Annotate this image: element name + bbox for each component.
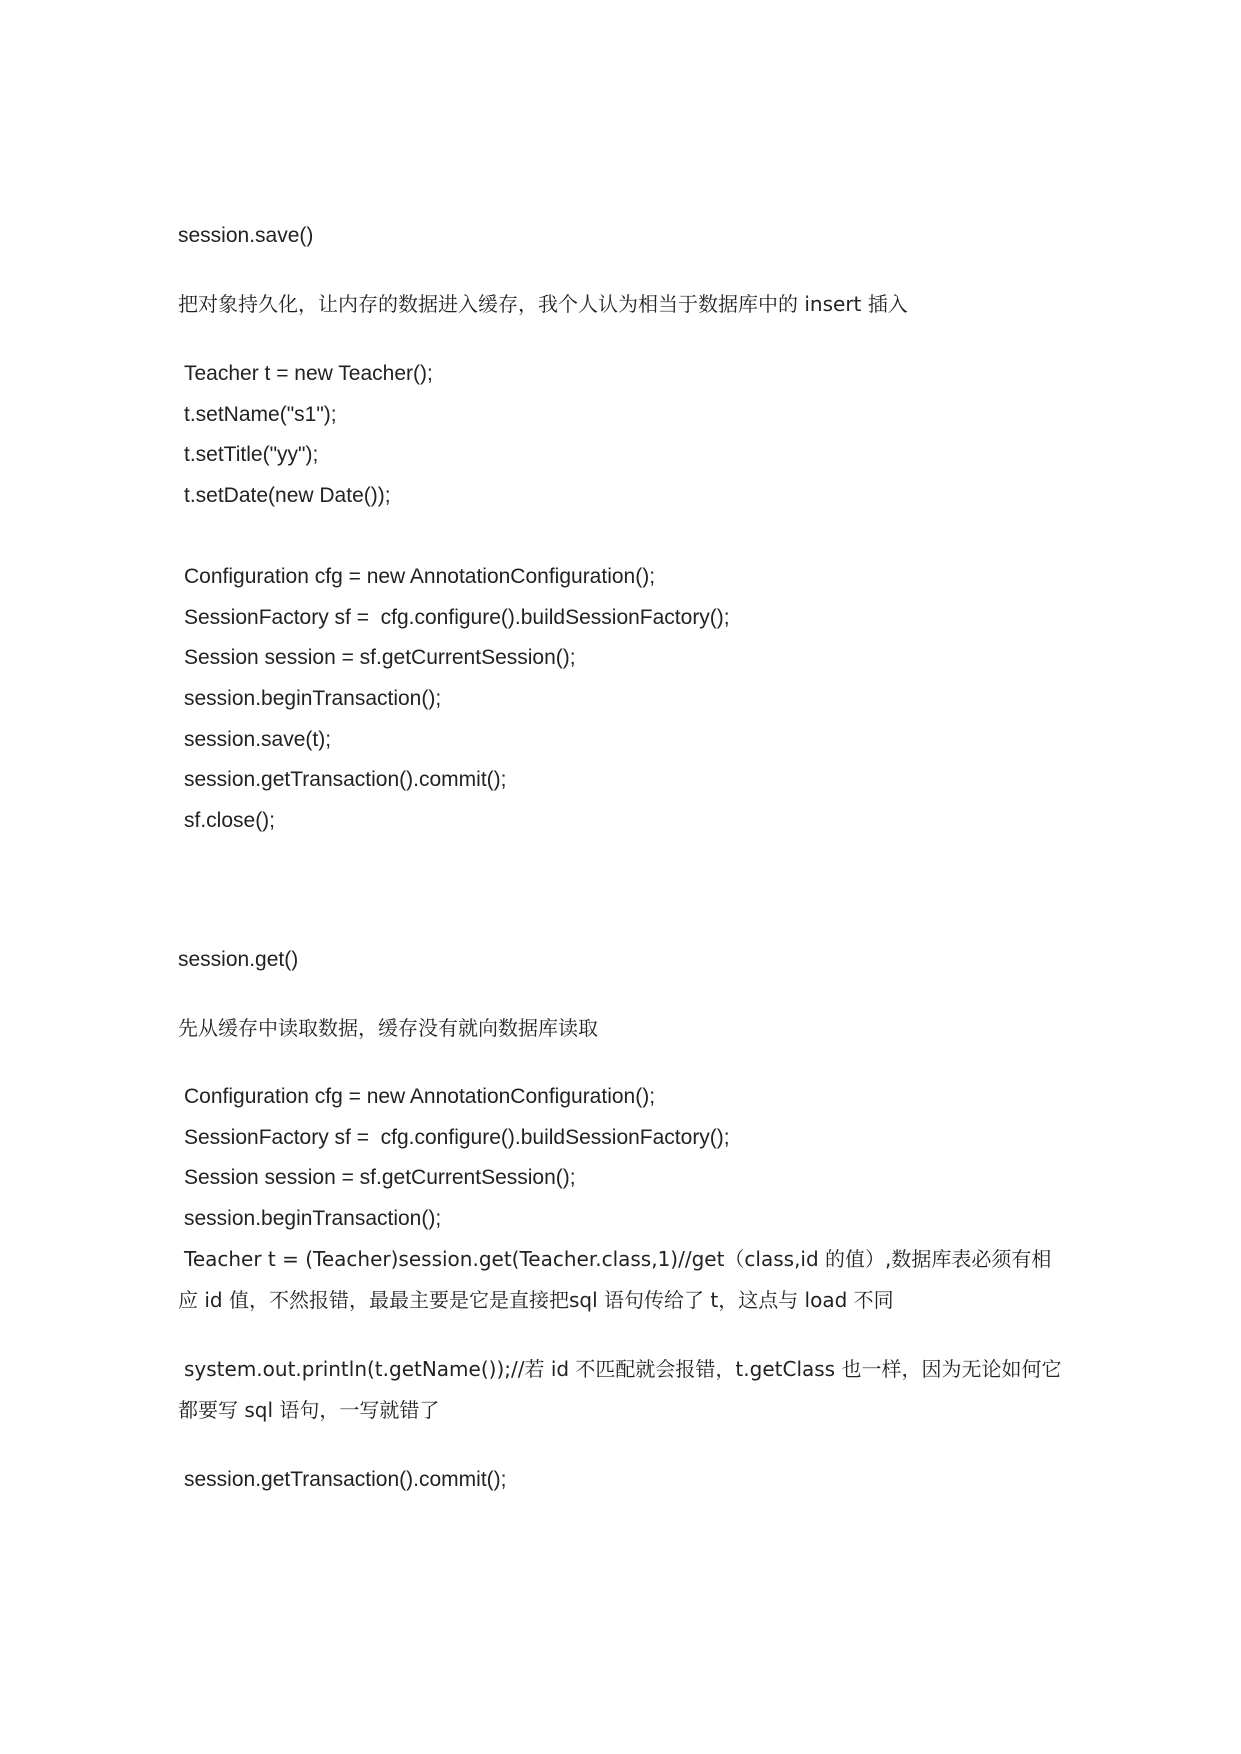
code-line: t.setName("s1"); <box>184 403 337 426</box>
code-line: sf.close(); <box>184 809 276 832</box>
code-line-continuation: 应 id 值，不然报错，最最主要是它是直接把sql 语句传给了 t，这点与 load 不同 <box>178 1288 894 1312</box>
code-line: session.getTransaction().commit(); <box>184 768 507 791</box>
code-line: t.setTitle("yy"); <box>184 443 319 466</box>
code-line: session.getTransaction().commit(); <box>184 1468 507 1491</box>
code-line: Session session = sf.getCurrentSession(); <box>184 1166 576 1189</box>
code-line: system.out.println(t.getName());//若 id 不匹配就会报错，t.getClass 也一样，因为无论如何它 <box>184 1357 1062 1381</box>
code-line: session.beginTransaction(); <box>184 1207 442 1230</box>
code-line: Teacher t = new Teacher(); <box>184 362 433 385</box>
section-save-description: 把对象持久化，让内存的数据进入缓存，我个人认为相当于数据库中的 insert 插入 <box>178 292 908 316</box>
code-line: session.save(t); <box>184 728 332 751</box>
section-get-description: 先从缓存中读取数据，缓存没有就向数据库读取 <box>178 1016 598 1040</box>
code-line-continuation: 都要写 sql 语句，一写就错了 <box>178 1398 440 1422</box>
code-line: SessionFactory sf = cfg.configure().buildSessionFactory(); <box>184 606 730 629</box>
code-line: Teacher t = (Teacher)session.get(Teacher.class,1)//get（class,id 的值）,数据库表必须有相 <box>184 1247 1052 1271</box>
code-line: Session session = sf.getCurrentSession(); <box>184 646 576 669</box>
code-line: Configuration cfg = new AnnotationConfiguration(); <box>184 565 656 588</box>
section-save-heading: session.save() <box>178 224 314 247</box>
code-line: session.beginTransaction(); <box>184 687 442 710</box>
code-line: Configuration cfg = new AnnotationConfiguration(); <box>184 1085 656 1108</box>
section-get-heading: session.get() <box>178 948 299 971</box>
code-line: t.setDate(new Date()); <box>184 484 391 507</box>
code-line: SessionFactory sf = cfg.configure().buildSessionFactory(); <box>184 1126 730 1149</box>
